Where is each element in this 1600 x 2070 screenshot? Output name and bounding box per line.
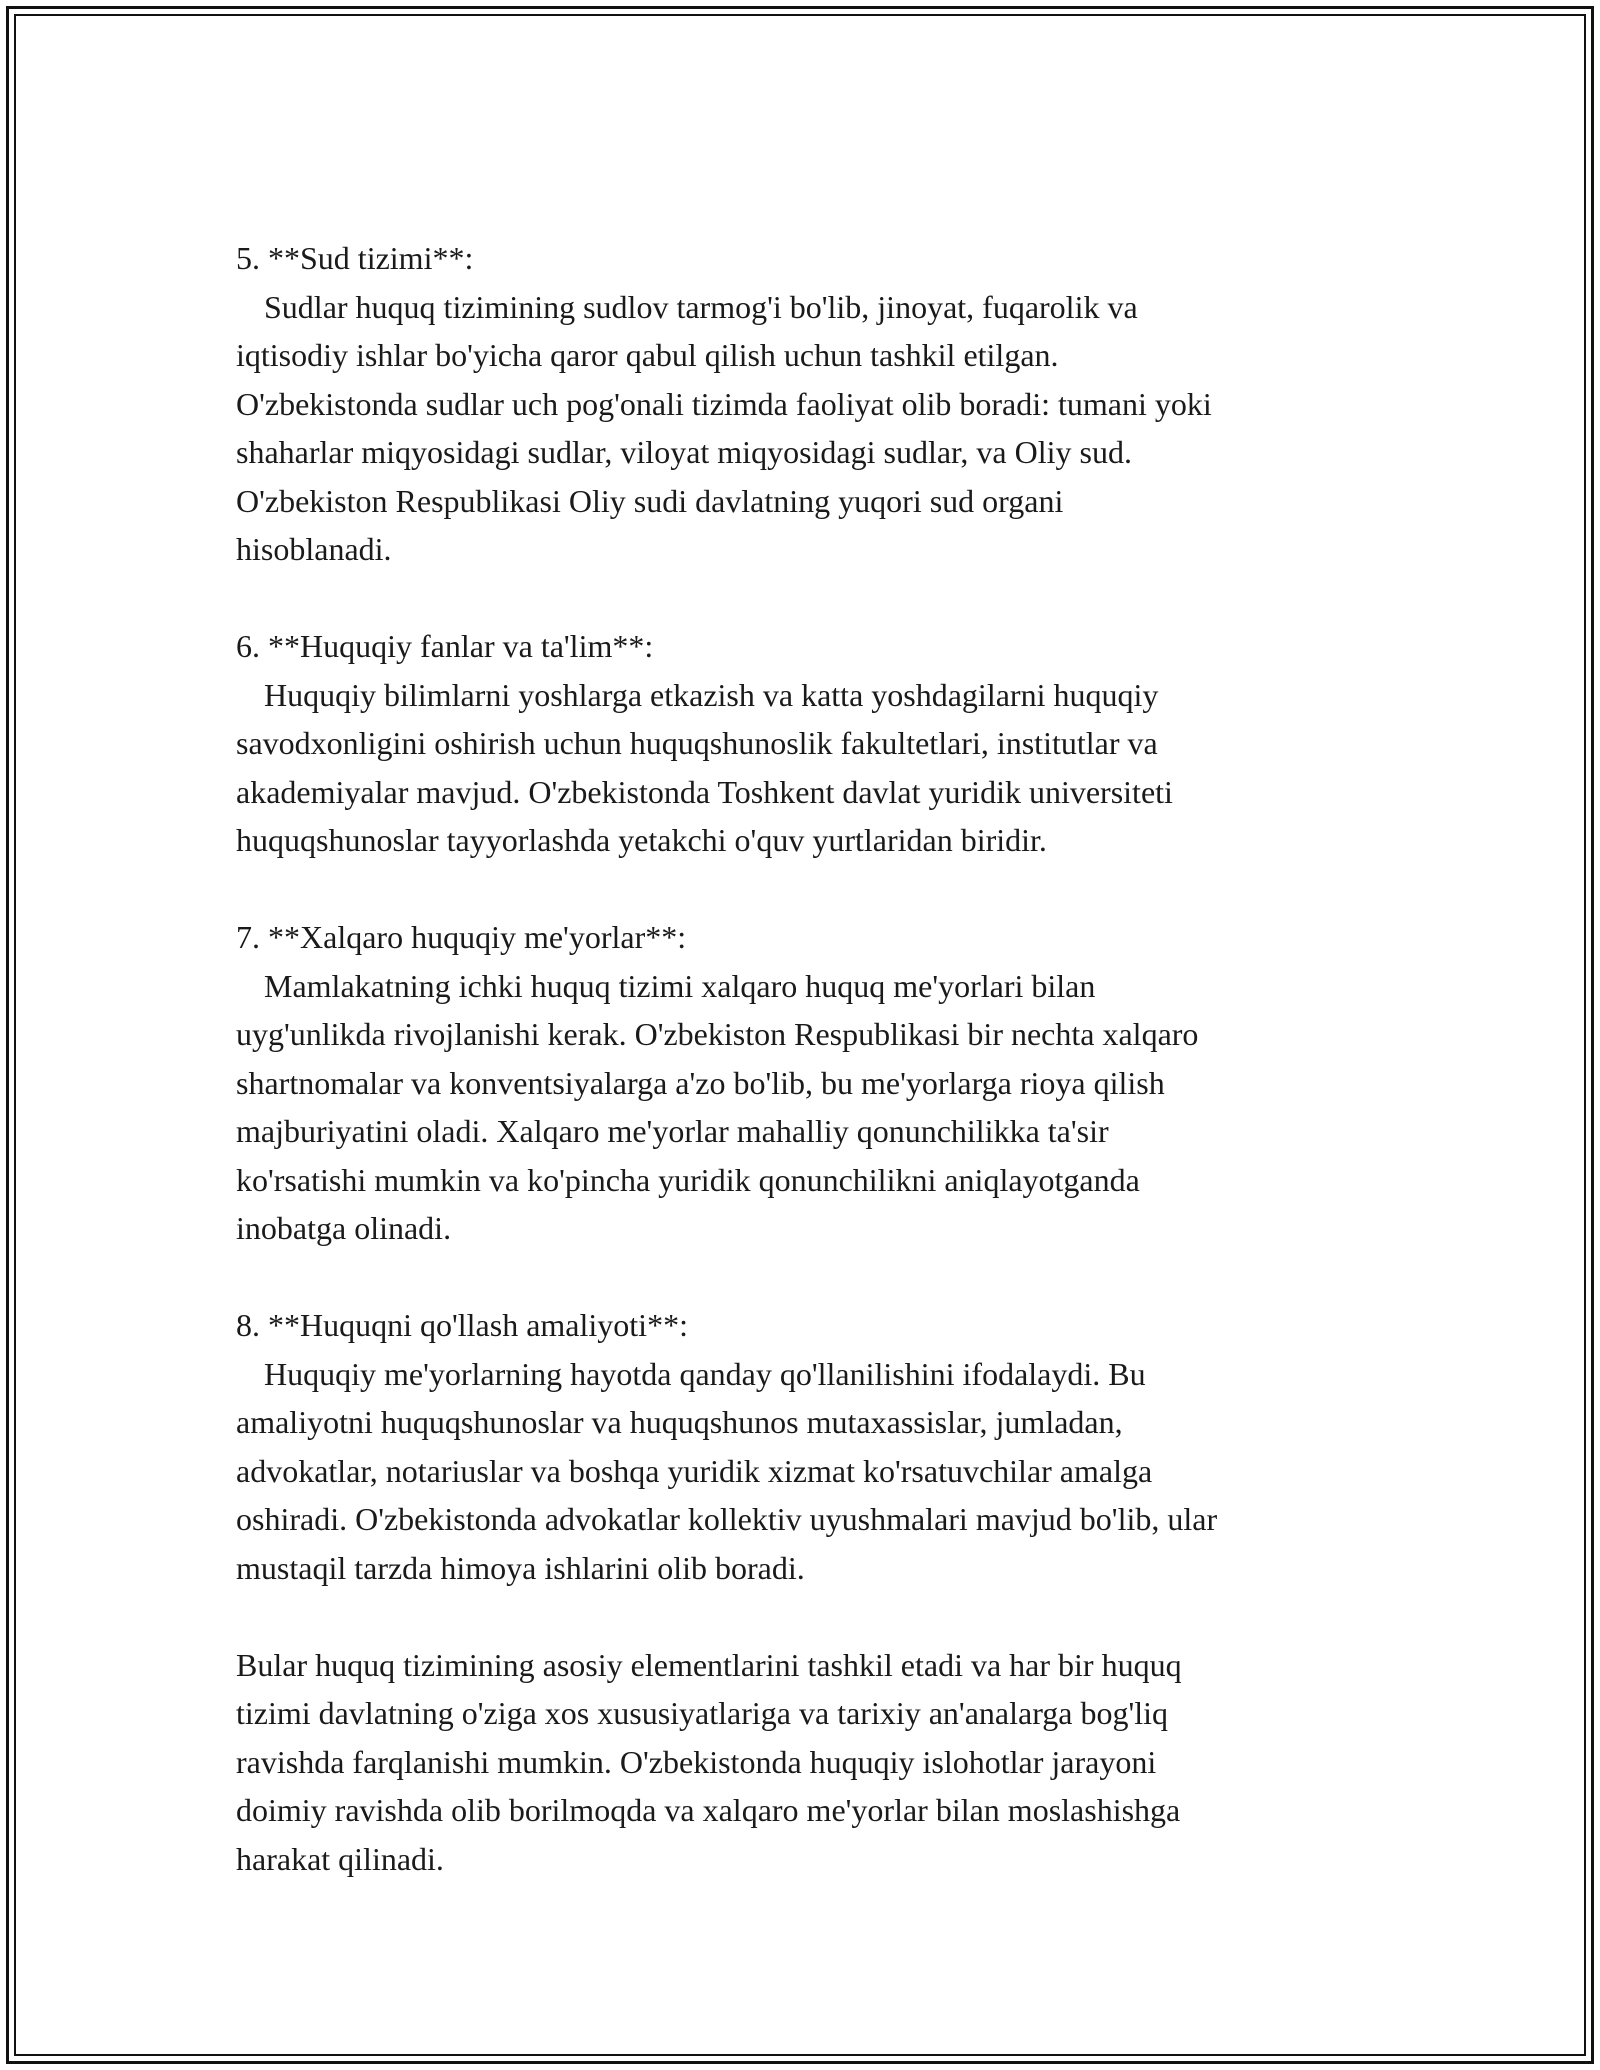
paragraph-line: ravishda farqlanishi mumkin. O'zbekistonda huquqiy islohotlar jarayoni <box>236 1743 1157 1780</box>
paragraph-line: shartnomalar va konventsiyalarga a'zo bo'lib, bu me'yorlarga rioya qilish <box>236 1064 1165 1101</box>
paragraph-line: ko'rsatishi mumkin va ko'pincha yuridik qonunchilikni aniqlayotganda <box>236 1161 1140 1198</box>
paragraph-line: amaliyotni huquqshunoslar va huquqshunos mutaxassislar, jumladan, <box>236 1404 1123 1440</box>
paragraph-line: doimiy ravishda olib borilmoqda va xalqaro me'yorlar bilan moslashishga <box>236 1792 1181 1828</box>
section-huquqni-qollash <box>236 1301 1376 1592</box>
paragraph-line: iqtisodiy ishlar bo'yicha qaror qabul qilish uchun tashkil etilgan. <box>236 337 1059 373</box>
paragraph-line: hisoblanadi. <box>236 531 392 567</box>
paragraph-line: Mamlakatning ichki huquq tizimi xalqaro huquq me'yorlari bilan <box>264 967 1096 1004</box>
section-heading: 7. **Xalqaro huquqiy me'yorlar**: <box>236 919 687 955</box>
section-heading: 6. **Huquqiy fanlar va ta'lim**: <box>236 628 654 664</box>
paragraph-line: advokatlar, notariuslar va boshqa yuridik xizmat ko'rsatuvchilar amalga <box>236 1452 1153 1489</box>
paragraph-line: shaharlar miqyosidagi sudlar, viloyat miqyosidagi sudlar, va Oliy sud. <box>236 434 1132 470</box>
paragraph-line: savodxonligini oshirish uchun huquqshunoslik fakultetlari, institutlar va <box>236 725 1158 761</box>
paragraph-line: O'zbekistonda sudlar uch pog'onali tizimda faoliyat olib boradi: tumani yoki <box>236 385 1212 422</box>
paragraph-line: tizimi davlatning o'ziga xos xususiyatlariga va tarixiy an'analarga bog'liq <box>236 1695 1169 1731</box>
paragraph-line: Sudlar huquq tizimining sudlov tarmog'i bo'lib, jinoyat, fuqarolik va <box>264 288 1138 325</box>
paragraph-line: mustaqil tarzda himoya ishlarini olib boradi. <box>236 1549 805 1586</box>
paragraph-line: uyg'unlikda rivojlanishi kerak. O'zbekiston Respublikasi bir nechta xalqaro <box>236 1016 1199 1052</box>
conclusion-paragraph <box>236 1641 1376 1884</box>
paragraph-line: akademiyalar mavjud. O'zbekistonda Toshkent davlat yuridik universiteti <box>236 773 1173 810</box>
paragraph-line: huquqshunoslar tayyorlashda yetakchi o'quv yurtlaridan biridir. <box>236 822 1047 858</box>
section-huquqiy-fanlar <box>236 622 1376 865</box>
paragraph-line: inobatga olinadi. <box>236 1210 452 1246</box>
paragraph-line: Huquqiy me'yorlarning hayotda qanday qo'llanilishini ifodalaydi. Bu <box>264 1355 1146 1392</box>
section-heading: 5. **Sud tizimi**: <box>236 240 474 276</box>
section-heading: 8. **Huquqni qo'llash amaliyoti**: <box>236 1307 688 1343</box>
paragraph-line: harakat qilinadi. <box>236 1840 444 1877</box>
paragraph-line: oshiradi. O'zbekistonda advokatlar kollektiv uyushmalari mavjud bo'lib, ular <box>236 1501 1218 1537</box>
section-xalqaro-meyorlar <box>236 913 1376 1253</box>
section-sud-tizimi <box>236 234 1376 574</box>
paragraph-line: Bular huquq tizimining asosiy elementlarini tashkil etadi va har bir huquq <box>236 1646 1182 1683</box>
document-body <box>236 234 1376 1932</box>
paragraph-line: majburiyatini oladi. Xalqaro me'yorlar mahalliy qonunchilikka ta'sir <box>236 1113 1109 1149</box>
paragraph-line: Huquqiy bilimlarni yoshlarga etkazish va katta yoshdagilarni huquqiy <box>264 676 1159 713</box>
paragraph-line: O'zbekiston Respublikasi Oliy sudi davlatning yuqori sud organi <box>236 482 1064 519</box>
